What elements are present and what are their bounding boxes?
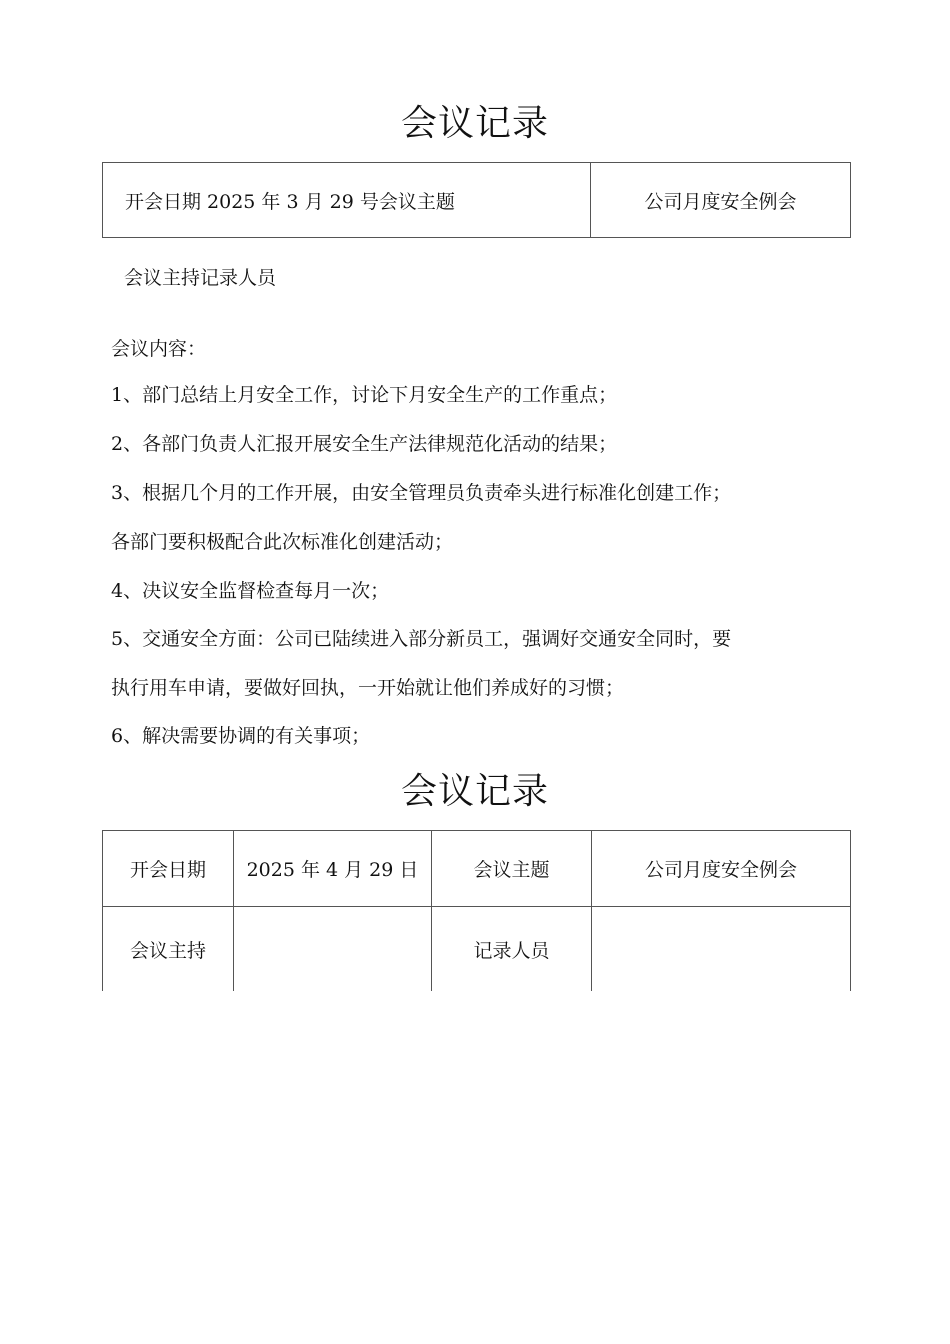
record1-header-table <box>102 162 851 238</box>
content-item: 1、部门总结上月安全工作，讨论下月安全生产的工作重点； <box>111 384 618 406</box>
content-item: 5、交通安全方面：公司已陆续进入部分新员工，强调好交通安全同时，要 <box>111 628 732 650</box>
record1-date-topic-cell: 开会日期 2025 年 3 月 29 号会议主题 <box>103 163 591 238</box>
content-item: 2、各部门负责人汇报开展安全生产法律规范化活动的结果； <box>111 433 618 455</box>
content-item: 各部门要积极配合此次标准化创建活动； <box>111 531 454 553</box>
content-item: 3、根据几个月的工作开展，由安全管理员负责牵头进行标准化创建工作； <box>111 482 732 504</box>
recorder-value-cell <box>592 907 851 992</box>
record2-row-date-topic <box>103 831 851 907</box>
record1-content-label: 会议内容： <box>111 338 207 360</box>
record1-topic-value-cell: 公司月度安全例会 <box>591 163 851 238</box>
record2-row-host-recorder <box>103 907 851 992</box>
recorder-label-cell: 记录人员 <box>432 907 592 992</box>
host-label-cell: 会议主持 <box>103 907 234 992</box>
record2-title: 会议记录 <box>400 771 549 812</box>
content-item: 6、解决需要协调的有关事项； <box>111 725 371 747</box>
topic-label-cell: 会议主题 <box>432 831 592 907</box>
record1-header-row <box>103 163 851 238</box>
topic-value-cell: 公司月度安全例会 <box>592 831 851 907</box>
content-item: 4、决议安全监督检查每月一次； <box>111 580 390 602</box>
record1-title: 会议记录 <box>400 103 549 144</box>
host-value-cell <box>234 907 432 992</box>
content-item: 执行用车申请，要做好回执，一开始就让他们养成好的习惯； <box>111 677 625 699</box>
date-value-cell: 2025 年 4 月 29 日 <box>234 831 432 907</box>
record1-host-recorder-line: 会议主持记录人员 <box>124 267 277 289</box>
record2-table <box>102 830 851 991</box>
date-label-cell: 开会日期 <box>103 831 234 907</box>
